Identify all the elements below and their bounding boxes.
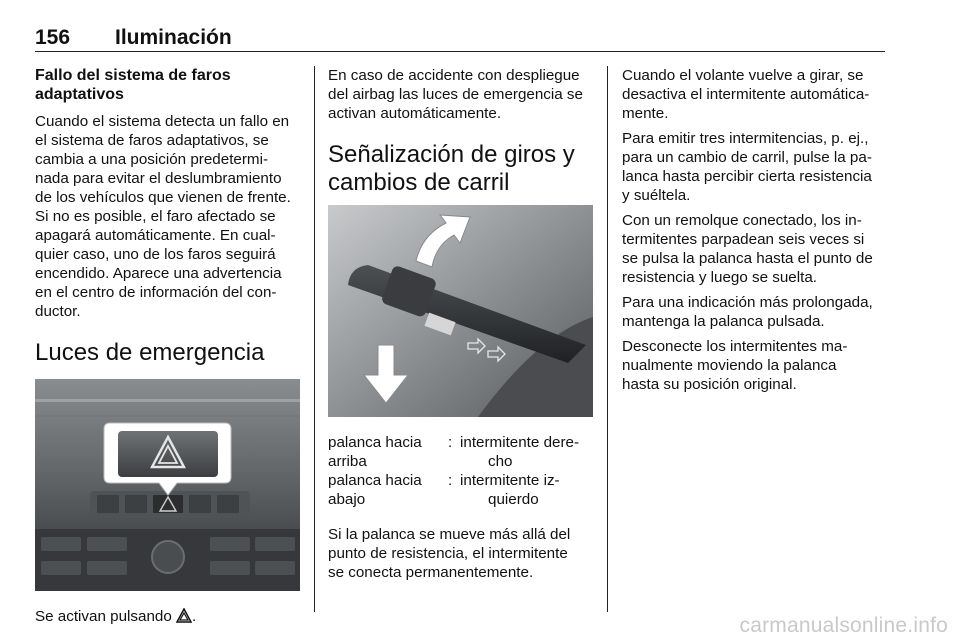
watermark: carmanualsonline.info (739, 614, 948, 637)
paragraph-three-flashes: Para emitir tres intermitencias, p. ej., para un cambio de carril, pulse la pa‐ lanca hasta percibir cierta resistencia y suéltela. (622, 130, 872, 204)
paragraph-airbag: En caso de accidente con despliegue del airbag las luces de emergencia se activan automáticamente. (328, 67, 583, 122)
definition-colon: : (448, 472, 453, 489)
turn-signal-lever-figure (328, 205, 593, 417)
section-title-turn-signals: Señalización de giros y cambios de carril (328, 141, 575, 196)
paragraph-adaptive-fault: Cuando el sistema detecta un fallo en el sistema de faros adaptativos, se cambia a una posición predetermi‐ nada para evitar el deslumbramiento de los vehículos que vienen de frente. Si no es posible, el faro afectado se apagará automáticamente. En cual‐ quier caso, uno de los faros seguirá encendido. Aparece una advertencia en el centro de información del con‐ ductor. (35, 113, 291, 320)
section-title-hazard: Luces de emergencia (35, 339, 265, 366)
page-number: 156 (35, 26, 71, 49)
paragraph-auto-cancel: Cuando el volante vuelve a girar, se desactiva el intermitente automática‐ mente. (622, 67, 870, 122)
turn-signal-lever-illustration (328, 205, 593, 417)
column-1 (35, 66, 300, 632)
hazard-dashboard-illustration (35, 379, 300, 591)
paragraph-trailer: Con un remolque conectado, los in‐ termitentes parpadean seis veces si se pulsa la palanca hasta el punto de resistencia y luego se suelta. (622, 212, 873, 286)
definition-term: palanca hacia arriba (328, 434, 422, 470)
paragraph-manual-off: Desconecte los intermitentes ma‐ nualmente moviendo la palanca hasta su posición original. (622, 338, 848, 393)
subheading-adaptive-fault: Fallo del sistema de faros adaptativos (35, 67, 231, 103)
page-header (35, 20, 885, 50)
definition-desc: intermitente iz‐ quierdo (460, 472, 560, 508)
column-2 (328, 66, 593, 588)
hazard-caption: Se activan pulsando . (35, 608, 197, 625)
chapter-title: Iluminación (115, 26, 232, 49)
definition-term: palanca hacia abajo (328, 472, 422, 508)
header-rule (35, 51, 885, 52)
hazard-button-figure (35, 379, 300, 591)
hazard-warning-icon (176, 608, 192, 623)
definition-desc: intermitente dere‐ cho (460, 434, 580, 470)
paragraph-permanent-signal: Si la palanca se mueve más allá del punto de resistencia, el intermitente se conecta permanentemente. (328, 526, 571, 581)
definition-colon: : (448, 434, 453, 451)
column-divider-2 (607, 66, 608, 612)
lever-definition-list (328, 433, 593, 509)
definition-row (328, 471, 593, 509)
column-3 (622, 66, 888, 400)
paragraph-longer-indication: Para una indicación más prolongada, mantenga la palanca pulsada. (622, 294, 873, 330)
column-divider-1 (314, 66, 315, 612)
definition-row (328, 433, 593, 471)
